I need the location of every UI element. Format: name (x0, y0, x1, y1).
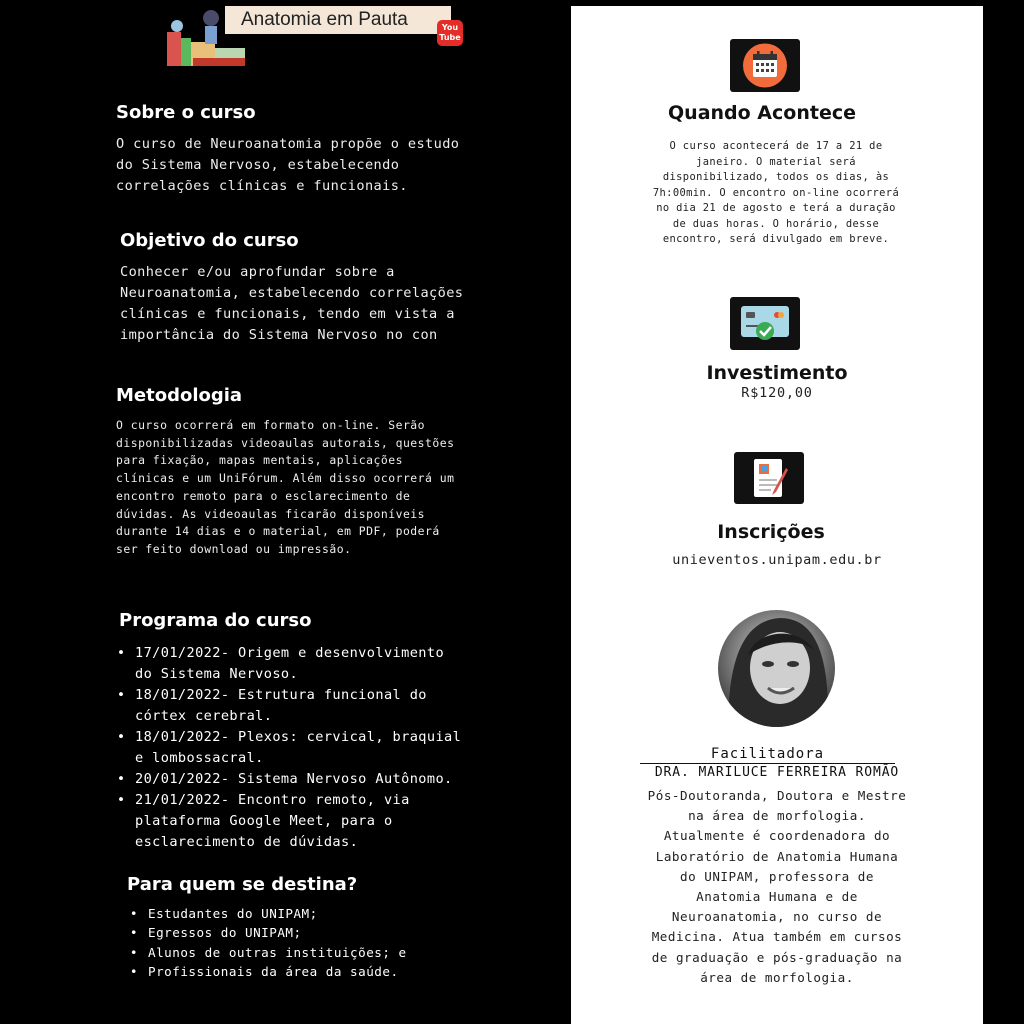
list-item: • Alunos de outras instituições; e (129, 943, 509, 962)
list-item: • 18/01/2022- Estrutura funcional do córtex cerebral. (116, 685, 536, 727)
inscricoes-title: Inscrições (717, 521, 825, 543)
inscricoes-link[interactable]: unieventos.unipam.edu.br (672, 552, 882, 568)
destina-title: Para quem se destina? (127, 874, 358, 895)
list-item: • 20/01/2022- Sistema Nervoso Autônomo. (116, 769, 536, 790)
objetivo-text: Conhecer e/ou aprofundar sobre a Neuroanatomia, estabelecendo correlações clínicas e funcionais, tendo em vista a importância do Sistema Nervoso no con (120, 264, 464, 343)
programa-list (116, 643, 536, 853)
facilitadora-name: DRA. MARILUCE FERREIRA ROMÃO (654, 765, 900, 780)
list-item: • Egressos do UNIPAM; (129, 923, 509, 942)
list-item: • 21/01/2022- Encontro remoto, via plataforma Google Meet, para o esclarecimento de dúvidas. (116, 790, 536, 853)
list-item: • Profissionais da área da saúde. (129, 962, 509, 981)
list-item: • Estudantes do UNIPAM; (129, 904, 509, 923)
facilitadora-bio: Pós-Doutoranda, Doutora e Mestre na área de morfologia. Atualmente é coordenadora do Laboratório de Anatomia Humana do UNIPAM, professora de Anatomia Humana e de Neuroanatomia, no curso de Medicina. Atua também em cursos de graduação e pós-graduação na área de morfologia. (647, 788, 907, 985)
calendar-icon (730, 39, 800, 92)
metodologia-title: Metodologia (116, 385, 243, 406)
payment-card-icon (730, 297, 800, 350)
objetivo-title: Objetivo do curso (120, 230, 299, 251)
document-pen-icon (734, 452, 804, 504)
facilitadora-label: Facilitadora (640, 745, 895, 764)
programa-title: Programa do curso (119, 610, 312, 631)
avatar (718, 610, 835, 727)
destina-list (129, 904, 509, 981)
logo-title: Anatomia em Pauta (225, 6, 451, 34)
metodologia-text: O curso ocorrerá em formato on-line. Serão disponibilizadas videoaulas autorais, questões para fixação, mapas mentais, aplicações clínicas e um UniFórum. Além disso ocorrerá um encontro remoto para o esclarecimento de dúvidas. As videoaulas ficarão disponíveis durante 14 dias e o material, em PDF, poderá ser feito download ou impressão. (116, 418, 455, 556)
list-item: • 17/01/2022- Origem e desenvolvimento do Sistema Nervoso. (116, 643, 536, 685)
investimento-value: R$120,00 (741, 385, 813, 401)
sobre-text: O curso de Neuroanatomia propõe o estudo do Sistema Nervoso, estabelecendo correlações clínicas e funcionais. (116, 136, 460, 194)
youtube-icon: You Tube (437, 20, 463, 46)
investimento-title: Investimento (706, 362, 848, 384)
info-panel (571, 6, 983, 1024)
sobre-title: Sobre o curso (116, 102, 256, 123)
list-item: • 18/01/2022- Plexos: cervical, braquial e lombossacral. (116, 727, 536, 769)
quando-title: Quando Acontece (668, 102, 856, 124)
anatomia-em-pauta-logo (165, 4, 465, 68)
quando-text: O curso acontecerá de 17 a 21 de janeiro. O material será disponibilizado, todos os dias, às 7h:00min. O encontro on-line ocorrerá no dia 21 de agosto e terá a duração de duas horas. O horário, desse encontro, será divulgado em breve. (652, 140, 900, 245)
